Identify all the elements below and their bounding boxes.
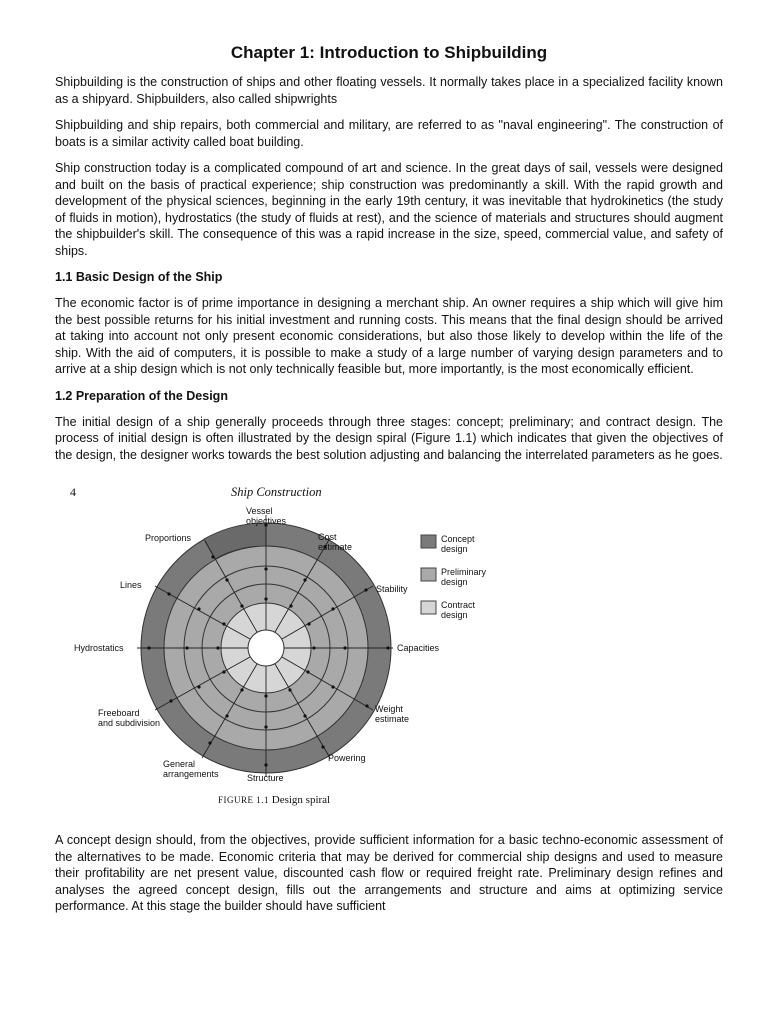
paragraph-6: A concept design should, from the objectives, provide sufficient information for a basic techno-economic assessment of the alternatives to be made. Economic criteria that may be derived for commercial ship designs and used to measure their profitability are net present value, discounted cash flow or required freight rate. Preliminary design refines and analyses the agreed concept design, fills out the arrangements and structure and aims at optimizing service performance. At this stage the builder should have sufficient xyxy=(55,833,723,913)
section-heading-1-1: 1.1 Basic Design of the Ship xyxy=(55,270,223,284)
label-vessel-objectives: Vessel objectives xyxy=(246,506,287,526)
label-weight-estimate: Weight estimate xyxy=(375,704,410,724)
label-powering: Powering xyxy=(328,753,366,763)
label-stability: Stability xyxy=(376,584,408,594)
label-hydrostatics: Hydrostatics xyxy=(74,643,124,653)
figure-page-number: 4 xyxy=(70,485,76,499)
label-proportions: Proportions xyxy=(145,533,192,543)
spiral-center xyxy=(248,630,284,666)
figure-running-header: Ship Construction xyxy=(231,485,322,499)
paragraph-2: Shipbuilding and ship repairs, both commercial and military, are referred to as "naval engineering". The construction of boats is a similar activity called boat building. xyxy=(55,118,723,149)
figure-caption-label: FIGURE 1.1 xyxy=(218,795,270,805)
label-general-arrangements: General arrangements xyxy=(163,759,219,779)
legend-swatch-preliminary xyxy=(421,568,436,581)
paragraph-4: The economic factor is of prime importance in designing a merchant ship. An owner requires a ship which will give him the best possible returns for his initial investment and running costs. This means that the final design should be arrived at taking into account not only present economic considerations, but also those likely to develop within the life of the ship. With the aid of computers, it is possible to make a study of a large number of varying design parameters and to arrive at a ship design which is not only technically feasible but, more importantly, is the most economically efficient. xyxy=(55,296,723,376)
document-page xyxy=(55,0,723,925)
label-cost-estimate: Cost estimate xyxy=(318,532,353,552)
label-freeboard-subdivision: Freeboard and subdivision xyxy=(98,708,161,728)
label-capacities: Capacities xyxy=(397,643,440,653)
legend-swatch-concept xyxy=(421,535,436,548)
paragraph-1: Shipbuilding is the construction of ships and other floating vessels. It normally takes place in a specialized facility known as a shipyard. Shipbuilders, also called shipwrights xyxy=(55,75,723,106)
paragraph-5: The initial design of a ship generally proceeds through three stages: concept; preliminary; and contract design. The process of initial design is often illustrated by the design spiral (Figure 1.1) which indicates that given the objectives of the design, the designer works towards the best solution adjusting and balancing the interrelated parameters as he goes. xyxy=(55,414,723,462)
section-heading-1-2: 1.2 Preparation of the Design xyxy=(55,388,228,403)
figure-caption xyxy=(218,794,330,806)
legend-label-contract: Contract design xyxy=(441,600,476,620)
legend-swatch-contract xyxy=(421,601,436,614)
design-spiral-figure xyxy=(55,473,723,818)
label-structure: Structure xyxy=(247,773,284,783)
legend-label-preliminary: Preliminary design xyxy=(441,567,487,587)
design-spiral-diagram xyxy=(55,473,723,818)
figure-caption-text: Design spiral xyxy=(271,794,331,806)
paragraph-3: Ship construction today is a complicated compound of art and science. In the great days of sail, vessels were designed and built on the basis of practical experience; ship construction was predominantly a skill. With the rapid growth and development of the physical sciences, beginning in the early 19th century, it was inevitable that hydrokinetics (the study of fluids in motion), hydrostatics (the study of fluids at rest), and the science of materials and structures should augment the shipbuilder's skill. The consequence of this was a rapid increase in the size, speed, commercial value, and safety of ships. xyxy=(55,161,723,258)
legend-label-concept: Concept design xyxy=(441,534,475,554)
page-title: Chapter 1: Introduction to Shipbuilding xyxy=(230,43,548,62)
label-lines: Lines xyxy=(120,580,142,590)
